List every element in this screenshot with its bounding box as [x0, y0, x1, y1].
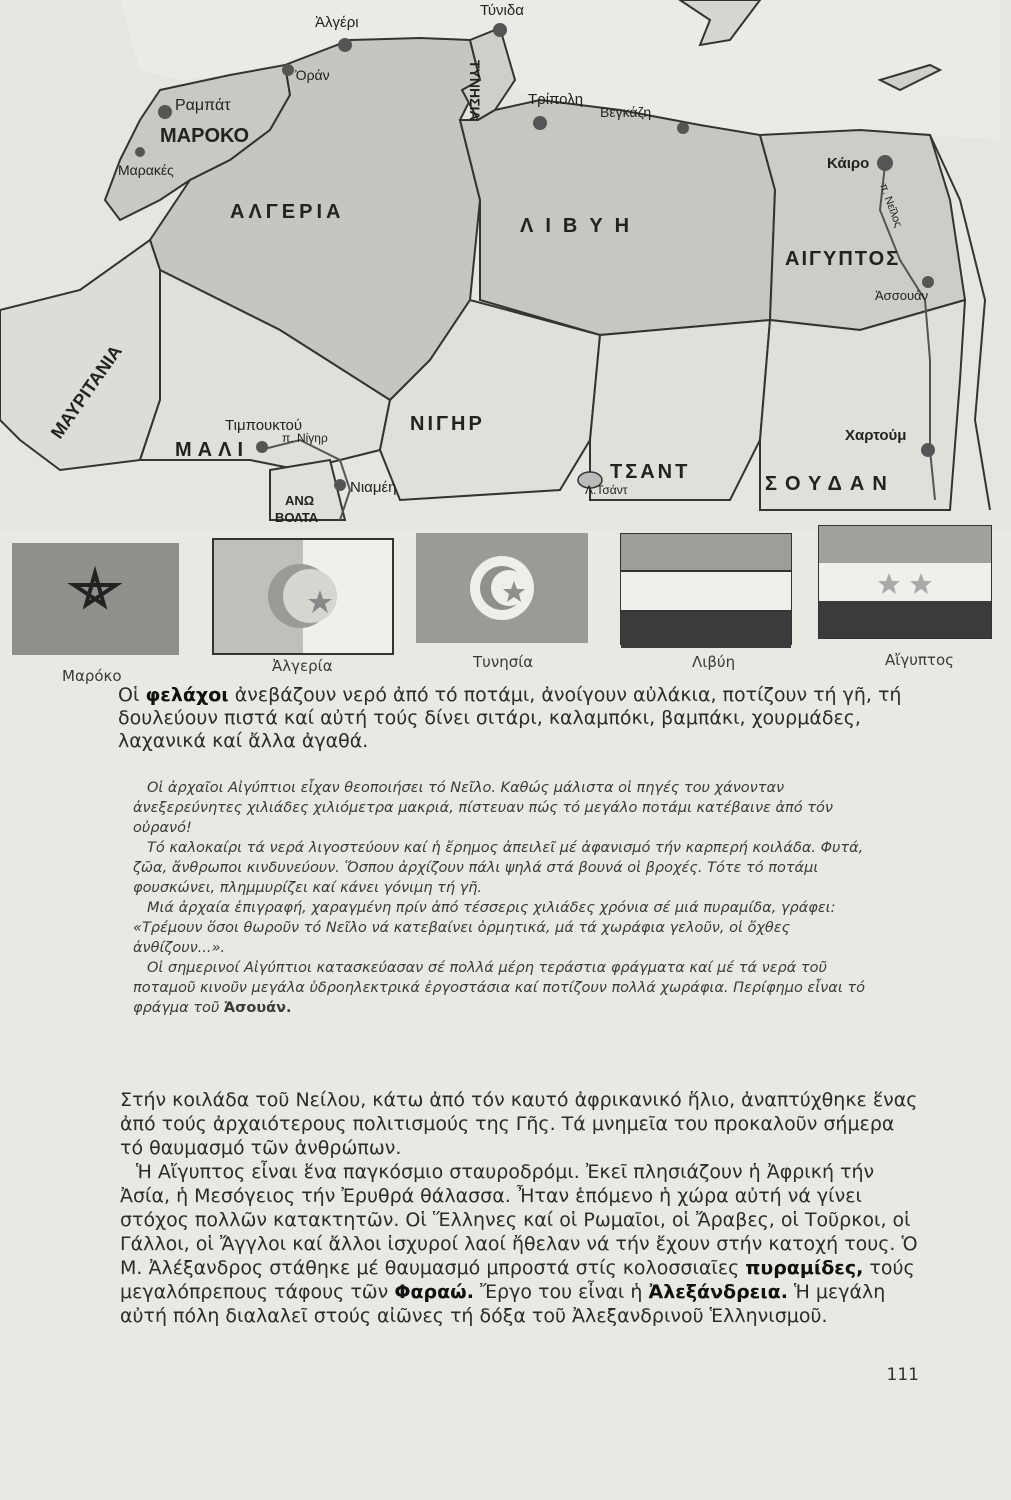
intro-paragraph: Οἱ φελάχοι ἀνεβάζουν νερό ἀπό τό ποτάμι, ἀνοίγουν αὐλάκια, ποτίζουν τή γῆ, τή δουλεύουν πιστά καί αὐτή τούς δίνει σιτάρι, καλαμπόκι, βαμπάκι, χουρμάδες, λαχανικά καί ἄλλα ἀγαθά.: [118, 684, 902, 752]
svg-text:Τιμπουκτού: Τιμπουκτού: [225, 417, 303, 434]
crescent-star-icon: [214, 540, 392, 653]
italic-paragraph-2: Τό καλοκαίρι τά νερά λιγοστεύουν καί ἡ ἔρημος ἀπειλεῖ μέ ἀφανισμό τήν καρπερή κοιλάδα. Φυτά, ζῶα, ἄνθρωποι κινδυνεύουν. Ὅσπου ἀρχίζουν πάλι ψηλά στά βουνά οἱ βροχές. Τότε τό ποτάμι φουσκώνει, πλημμυρίζει καί κάνει γόνιμη τή γῆ.: [133, 840, 864, 896]
map-label-sudan: ΣΟΥΔΑΝ: [765, 473, 895, 495]
tunisia-emblem-icon: [416, 533, 588, 643]
term-alexandria: Ἀλεξάνδρεια.: [648, 1281, 788, 1303]
svg-text:Κάιρο: Κάιρο: [827, 155, 870, 172]
svg-text:ΒΟΛΤΑ: ΒΟΛΤΑ: [275, 510, 319, 525]
body-section: [120, 1088, 920, 1328]
italic-section: [133, 778, 883, 1018]
flag-algeria: [212, 538, 394, 655]
term-felahoi: φελάχοι: [145, 684, 229, 706]
flags-row: [0, 533, 1011, 693]
map-label-mali: ΜΑΛΙ: [175, 439, 249, 461]
flag-morocco: [12, 543, 179, 655]
flag-tunisia: [416, 533, 588, 643]
page-number: 111: [886, 1365, 919, 1385]
flag-libya: [620, 533, 792, 645]
term-pyramids: πυραμίδες,: [745, 1257, 864, 1279]
svg-text:Μαρακές: Μαρακές: [118, 162, 174, 178]
svg-text:Λ.Τσάντ: Λ.Τσάντ: [585, 483, 628, 497]
svg-text:Τύνιδα: Τύνιδα: [480, 2, 524, 19]
italic-paragraph-4: Οἱ σημερινοί Αἰγύπτιοι κατασκεύασαν σέ πολλά μέρη τεράστια φράγματα καί μέ τά νερά τοῦ ποταμοῦ κινοῦν μεγάλα ὑδροηλεκτρικά ἐργοστάσια καί ποτίζουν πολλά χωράφια. Περίφημο εἶναι τό φράγμα τοῦ Ἀσουάν.: [133, 960, 865, 1016]
flag-egypt: [818, 525, 992, 639]
svg-text:Τρίπολη: Τρίπολη: [528, 91, 584, 108]
flag-caption-libya: Λιβύη: [692, 653, 736, 671]
north-africa-map: [0, 0, 1011, 530]
svg-text:Ἀλγέρι: Ἀλγέρι: [315, 14, 359, 31]
flag-caption-tunisia: Τυνησία: [473, 653, 534, 671]
svg-text:Χαρτούμ: Χαρτούμ: [845, 427, 907, 444]
map-label-morocco: ΜΑΡΟΚΟ: [160, 125, 250, 147]
star-icon: [12, 543, 179, 655]
svg-text:π. Νίγηρ: π. Νίγηρ: [282, 431, 328, 445]
italic-paragraph-1: Οἱ ἀρχαῖοι Αἰγύπτιοι εἶχαν θεοποιήσει τό Νεῖλο. Καθώς μάλιστα οἱ πηγές του χάνονταν ἀνεξερεύνητες χιλιάδες χιλιόμετρα μακριά, πίστευαν πώς τό μεγάλο ποτάμι κατέβαινε ἀπό τόν οὐρανό!: [133, 780, 833, 836]
map-label-upper-volta: ΑΝΩ: [285, 493, 315, 508]
flag-caption-egypt: Αἴγυπτος: [885, 651, 954, 669]
italic-paragraph-3: Μιά ἀρχαία ἐπιγραφή, χαραγμένη πρίν ἀπό τέσσερις χιλιάδες χρόνια σέ μιά πυραμίδα, γράφει: «Τρέμουν ὅσοι θωροῦν τό Νεῖλο νά κατεβαίνει ὁρμητικά, μά τά χωράφια γελοῦν, οἱ ὄχθες ἀνθίζουν...».: [133, 900, 836, 956]
map-label-egypt: ΑΙΓΥΠΤΟΣ: [785, 248, 901, 270]
map-label-tunisia: ΤΥΝΗΣΙΑ: [467, 60, 483, 121]
svg-text:π. Νεῖλος: π. Νεῖλος: [877, 181, 905, 230]
map-label-libya: ΛΙΒΥΗ: [520, 215, 642, 237]
map-label-niger: ΝΙΓΗΡ: [410, 413, 485, 435]
body-paragraph-2: Ἡ Αἴγυπτος εἶναι ἕνα παγκόσμιο σταυροδρόμι. Ἐκεῖ πλησιάζουν ἡ Ἀφρική τήν Ἀσία, ἡ Μεσόγειος τήν Ἐρυθρά θάλασσα. Ἦταν ἑπόμενο ἡ χώρα αὐτή νά γίνει στόχος πολλῶν κατακτητῶν. Οἱ Ἕλληνες καί οἱ Ρωμαῖοι, οἱ Ἄραβες, οἱ Τοῦρκοι, οἱ Γάλλοι, οἱ Ἄγγλοι καί ἄλλοι ἰσχυροί λαοί ἤθελαν νά τήν ἔχουν στήν κατοχή τους. Ὁ Μ. Ἀλέξανδρος στάθηκε μέ θαυμασμό μπροστά στίς κολοσσιαῖες πυραμίδες, τούς μεγαλόπρεπους τάφους τῶν Φαραώ. Ἔργο του εἶναι ἡ Ἀλεξάνδρεια. Ἡ μεγάλη αὐτή πόλη διαλαλεῖ στούς αἰῶνες τή δόξα τοῦ Ἀλεξανδρινοῦ Ἑλληνισμοῦ.: [120, 1161, 918, 1327]
svg-text:Ὀράν: Ὀράν: [295, 67, 330, 83]
term-aswan: Ἀσουάν.: [223, 1000, 292, 1016]
svg-text:Ραμπάτ: Ραμπάτ: [175, 97, 231, 114]
term-pharaohs: Φαραώ.: [394, 1281, 474, 1303]
map-label-algeria: ΑΛΓΕΡΙΑ: [230, 201, 345, 223]
svg-text:Νιαμέη: Νιαμέη: [350, 479, 397, 496]
body-paragraph-1: Στήν κοιλάδα τοῦ Νείλου, κάτω ἀπό τόν καυτό ἀφρικανικό ἥλιο, ἀναπτύχθηκε ἕνας ἀπό τούς ἀρχαιότερους πολιτισμούς της Γῆς. Τά μνημεῖα του προκαλοῦν σήμερα τό θαυμασμό τῶν ἀνθρώπων.: [120, 1089, 918, 1159]
map-label-mauritania: ΜΑΥΡΙΤΑΝΙΑ: [46, 341, 126, 443]
flag-caption-morocco: Μαρόκο: [62, 667, 122, 685]
map-label-chad: ΤΣΑΝΤ: [610, 461, 691, 483]
two-stars-icon: [819, 563, 991, 601]
svg-text:Ἀσσουάν: Ἀσσουάν: [875, 288, 929, 303]
flag-caption-algeria: Ἀλγερία: [272, 657, 333, 675]
svg-text:Βεγκάζη: Βεγκάζη: [600, 104, 652, 120]
